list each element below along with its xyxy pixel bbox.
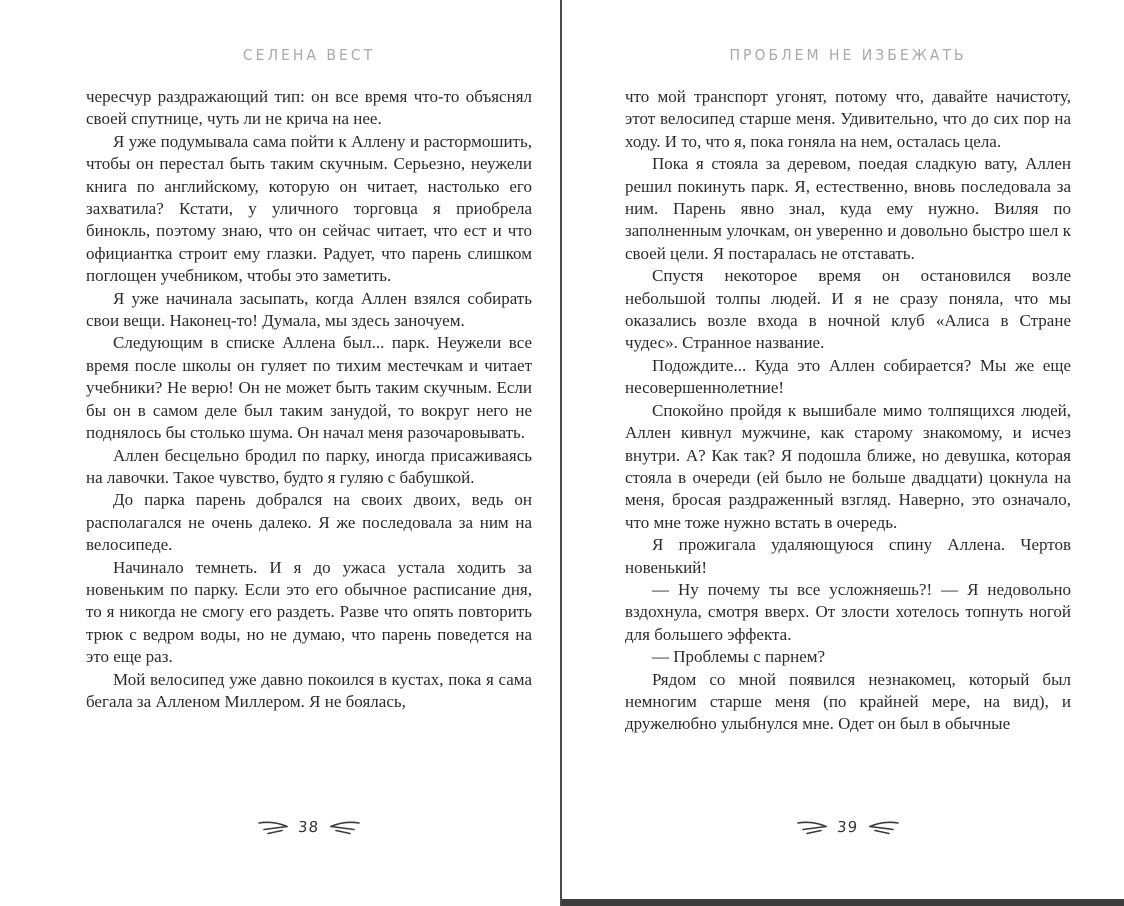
paragraph: Спокойно пройдя к вышибале мимо толпящихся людей, Аллен кивнул мужчине, как старому знакомому, и исчез внутри. А? Как так? Я подошла ближе, но девушка, которая стояла в очереди (ей было не больше двадцати) цокнула на меня, бросая раздраженный взгляд. Наверно, это означало, что мне тоже нужно встать в очередь. [625,400,1071,532]
paragraph: чересчур раздражающий тип: он все время что-то объяснял своей спутнице, чуть ли не крича на нее. [86,87,532,129]
paragraph: — Проблемы с парнем? [652,647,826,667]
paragraph: Мой велосипед уже давно покоился в кустах, пока я сама бегала за Алленом Миллером. Я не боялась, [86,669,532,711]
folio-flourish-left-icon [258,820,288,835]
page-text-right [625,86,1071,804]
paragraph: — Ну почему ты все усложняешь?! — Я недовольно вздохнула, смотря вверх. От злости хотелось топнуть ногой для большего эффекта. [625,579,1071,644]
page-number-left [86,818,532,836]
page-number-value: 38 [297,818,321,836]
folio-flourish-right-icon [330,820,360,835]
paragraph: Спустя некоторое время он остановился возле небольшой толпы людей. И я не сразу поняла, что мы оказались возле входа в ночной клуб «Алиса в Стране чудес». Странное название. [625,266,1071,353]
page-right [562,0,1122,906]
paragraph: что мой транспорт угонят, потому что, давайте начистоту, этот велосипед старше меня. Удивительно, что до сих пор на ходу. И то, что я, пока гоняла на нем, осталась цела. [625,87,1071,151]
paragraph: Рядом со мной появился незнакомец, который был немногим старше меня (по крайней мере, на вид), и дружелюбно улыбнулся мне. Одет он был в обычные [625,669,1071,734]
paragraph: Я уже подумывала сама пойти к Аллену и растормошить, чтобы он перестал быть таким скучным. Серьезно, неужели книга по английскому, которую он читает, настолько его захватила? Кстати, у уличного торговца я приобрела бинокль, поэтому знаю, что он сейчас читает, что ест и что официантка строит ему глазки. Радует, что парень слишком поглощен учебником, чтобы это заметить. [86,131,532,286]
folio-flourish-right-icon [869,820,899,835]
paragraph: Я прожигала удаляющуюся спину Аллена. Чертов новенький! [625,535,1071,577]
running-head-title: ПРОБЛЕМ НЕ ИЗБЕЖАТЬ [729,47,967,65]
paragraph: Начинало темнеть. И я до ужаса устала ходить за новеньким по парку. Если это его обычное расписание дня, то я никогда не смогу его раздеть. Разве что опять повторить трюк с ведром воды, но не думаю, что парень поведется на это еще раз. [86,557,532,667]
folio-flourish-left-icon [797,820,827,835]
paragraph: Я уже начинала засыпать, когда Аллен взялся собирать свои вещи. Наконец-то! Думала, мы здесь заночуем. [86,288,532,331]
page-left [0,0,560,906]
page-text-left [86,86,532,804]
paragraph: До парка парень добрался на своих двоих, ведь он располагался не очень далеко. Я же последовала за ним на велосипеде. [86,490,532,555]
running-head-author: СЕЛЕНА ВЕСТ [242,47,376,65]
paragraph: Пока я стояла за деревом, поедая сладкую вату, Аллен решил покинуть парк. Я, естественно, вновь последовала за ним. Парень явно знал, куда ему нужно. Виляя по заполненным улочкам, он уверенно и довольно быстро шел к своей цели. Я постаралась не отставать. [625,154,1071,263]
paragraph: Следующим в списке Аллена был... парк. Неужели все время после школы он гуляет по тихим местечкам и читает учебники? Не верю! Он не может быть таким скучным. Если бы он в самом деле был таким занудой, то вокруг него не поднялось бы столько шума. Он начал меня разочаровывать. [86,333,532,443]
bottom-edge-bar [562,899,1124,906]
page-number-right [625,818,1071,836]
paragraph: Подождите... Куда это Аллен собирается? Мы же еще несовершеннолетние! [625,355,1071,398]
paragraph: Аллен бесцельно бродил по парку, иногда присаживаясь на лавочки. Такое чувство, будто я гуляю с бабушкой. [86,445,532,487]
page-number-value: 39 [836,818,860,836]
